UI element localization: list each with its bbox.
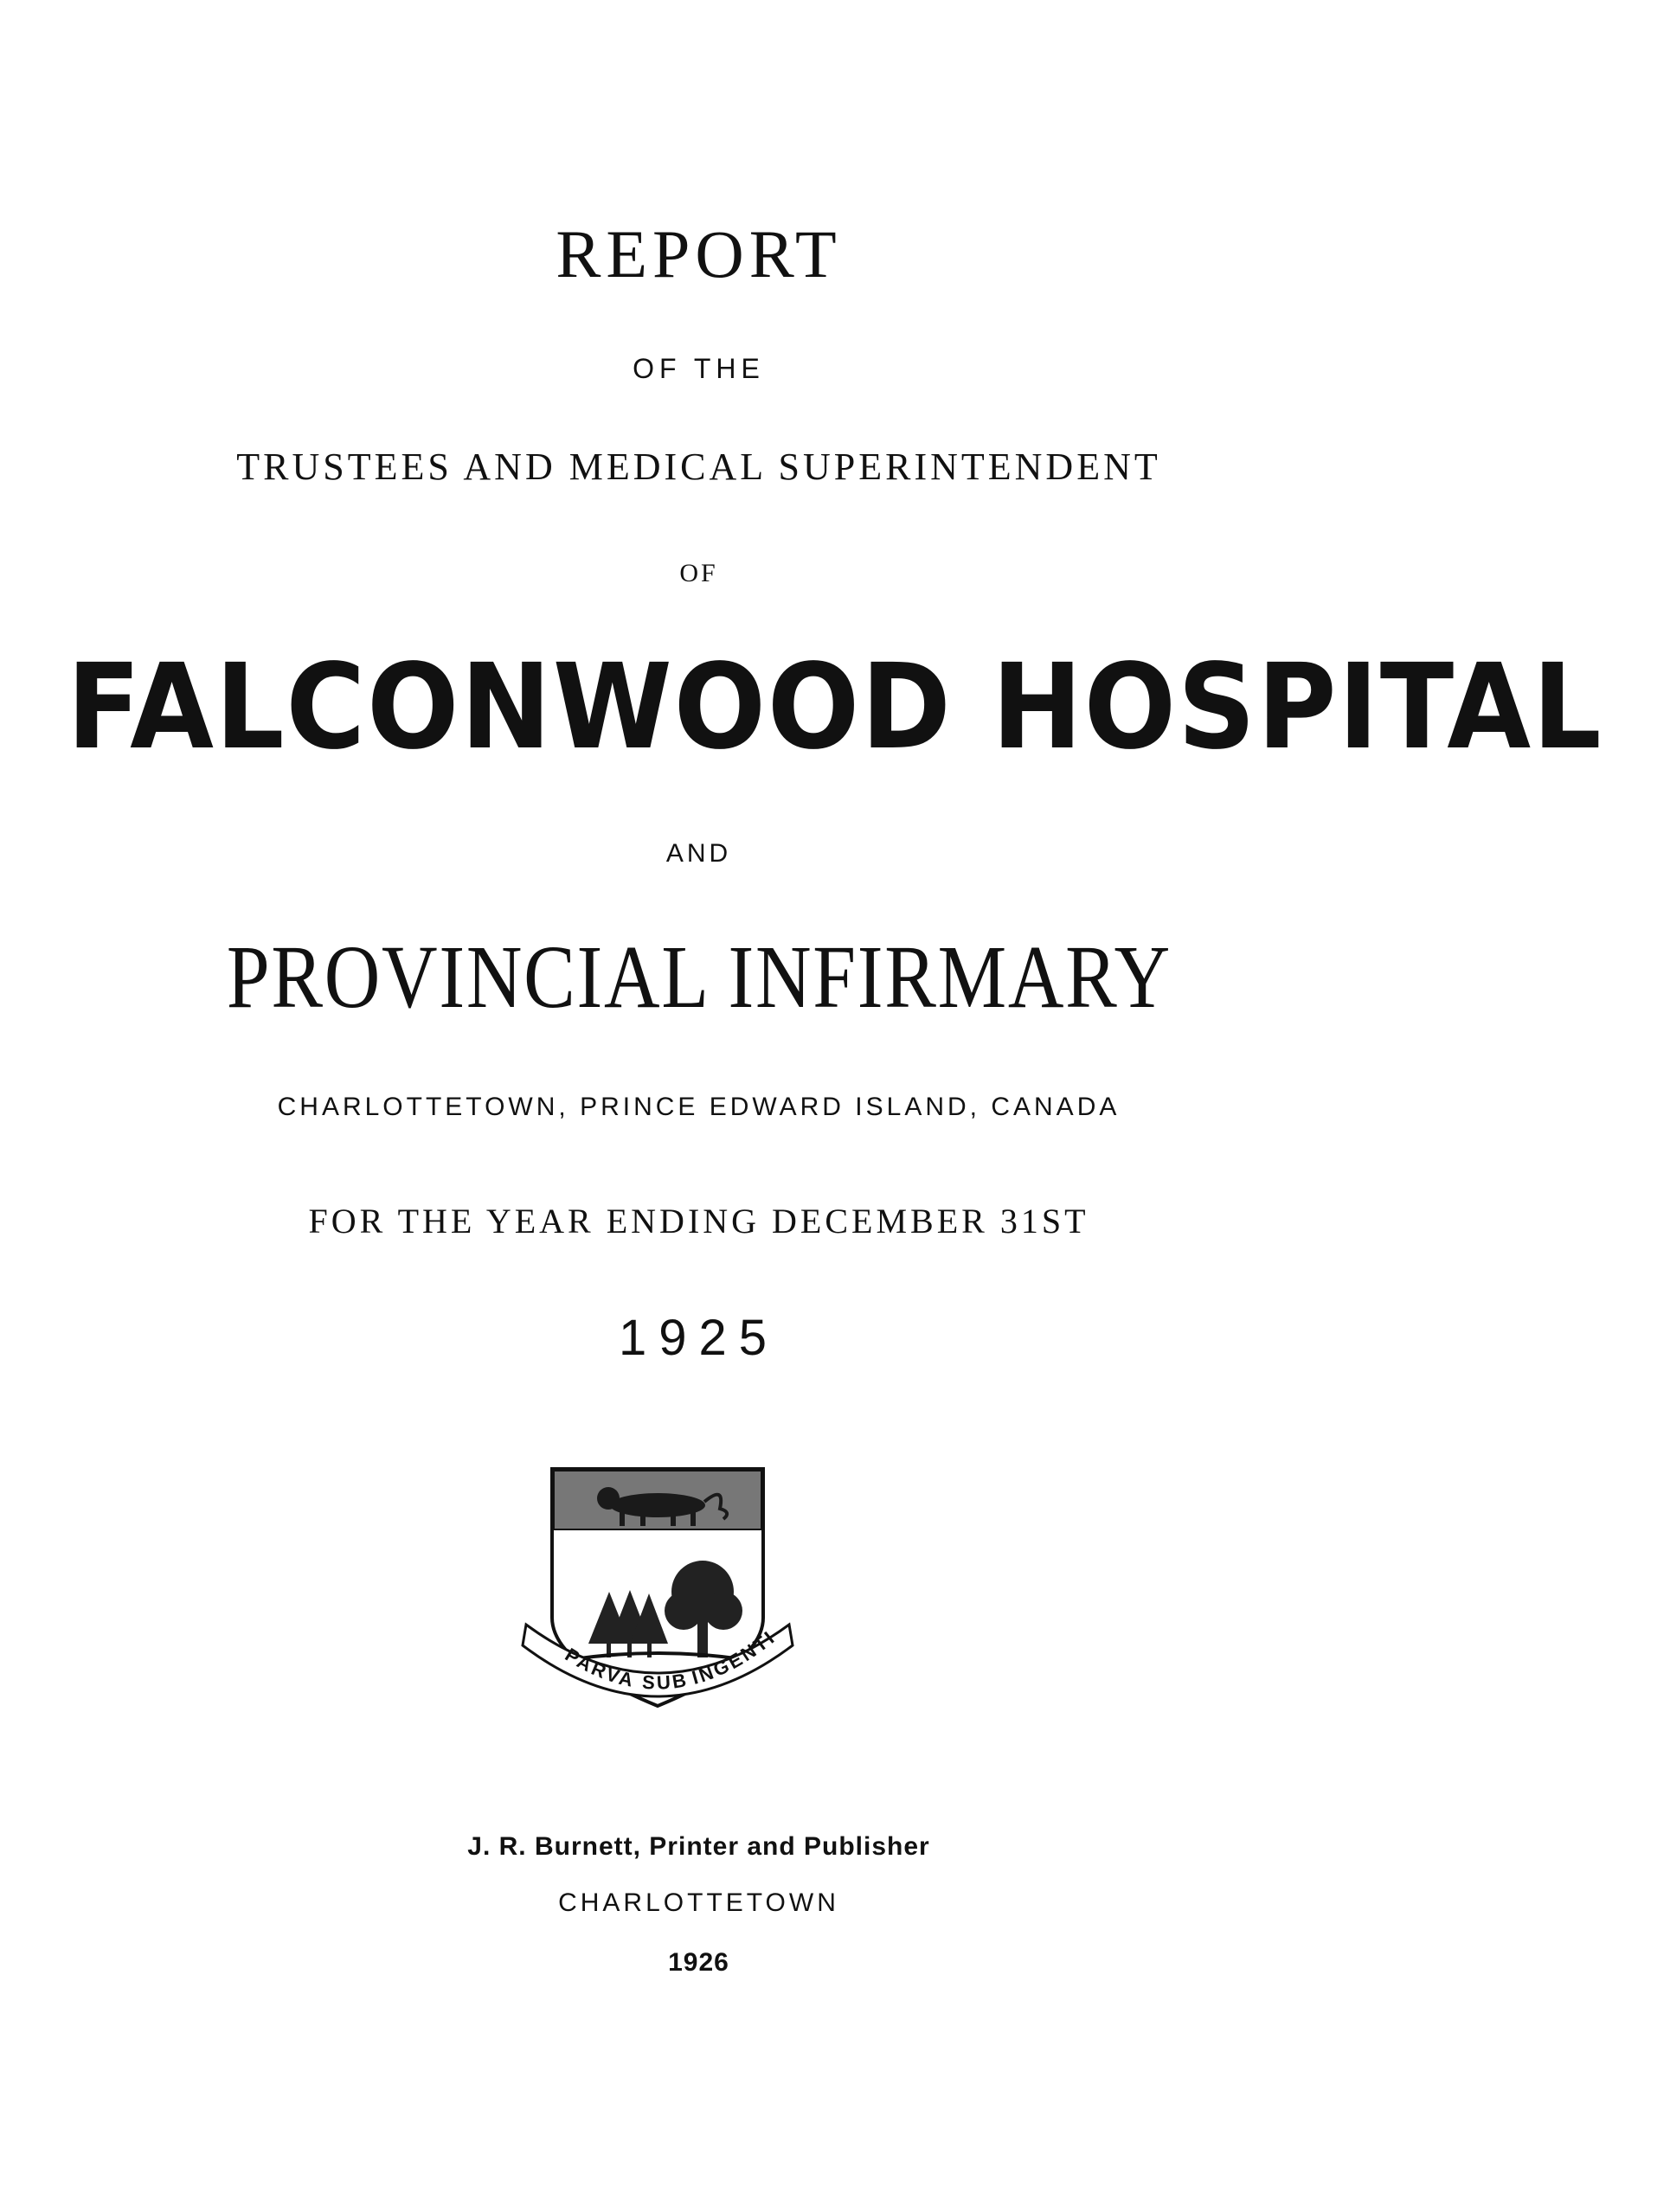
imprint-city: CHARLOTTETOWN (558, 1888, 839, 1917)
report-year: 1925 (618, 1310, 780, 1366)
of-the-label: OF THE (633, 353, 765, 384)
motto-word-sub: SUB (641, 1668, 690, 1694)
hospital-name-text: FALCONWOOD HOSPITAL (67, 639, 1603, 776)
motto-word-ingenti: INGENTI (689, 1625, 780, 1689)
motto-text-center (641, 1669, 690, 1694)
motto-word-parva: PARVA (561, 1643, 638, 1692)
and-label: AND (665, 839, 732, 868)
of-label: OF (679, 559, 718, 587)
infirmary-name-title (0, 927, 1397, 1027)
infirmary-name-text: PROVINCIAL INFIRMARY (226, 927, 1172, 1027)
location-line: CHARLOTTETOWN, PRINCE EDWARD ISLAND, CANADA (277, 1093, 1121, 1121)
trustees-superintendent-line: TRUSTEES AND MEDICAL SUPERINTENDENT (236, 446, 1161, 488)
hospital-name-title (0, 639, 1603, 776)
print-year: 1926 (668, 1948, 729, 1977)
printer-publisher-line: J. R. Burnett, Printer and Publisher (467, 1832, 930, 1861)
year-ending-line: FOR THE YEAR ENDING DECEMBER 31ST (308, 1202, 1089, 1241)
provincial-coat-of-arms (519, 1462, 796, 1747)
report-heading: REPORT (556, 216, 842, 292)
